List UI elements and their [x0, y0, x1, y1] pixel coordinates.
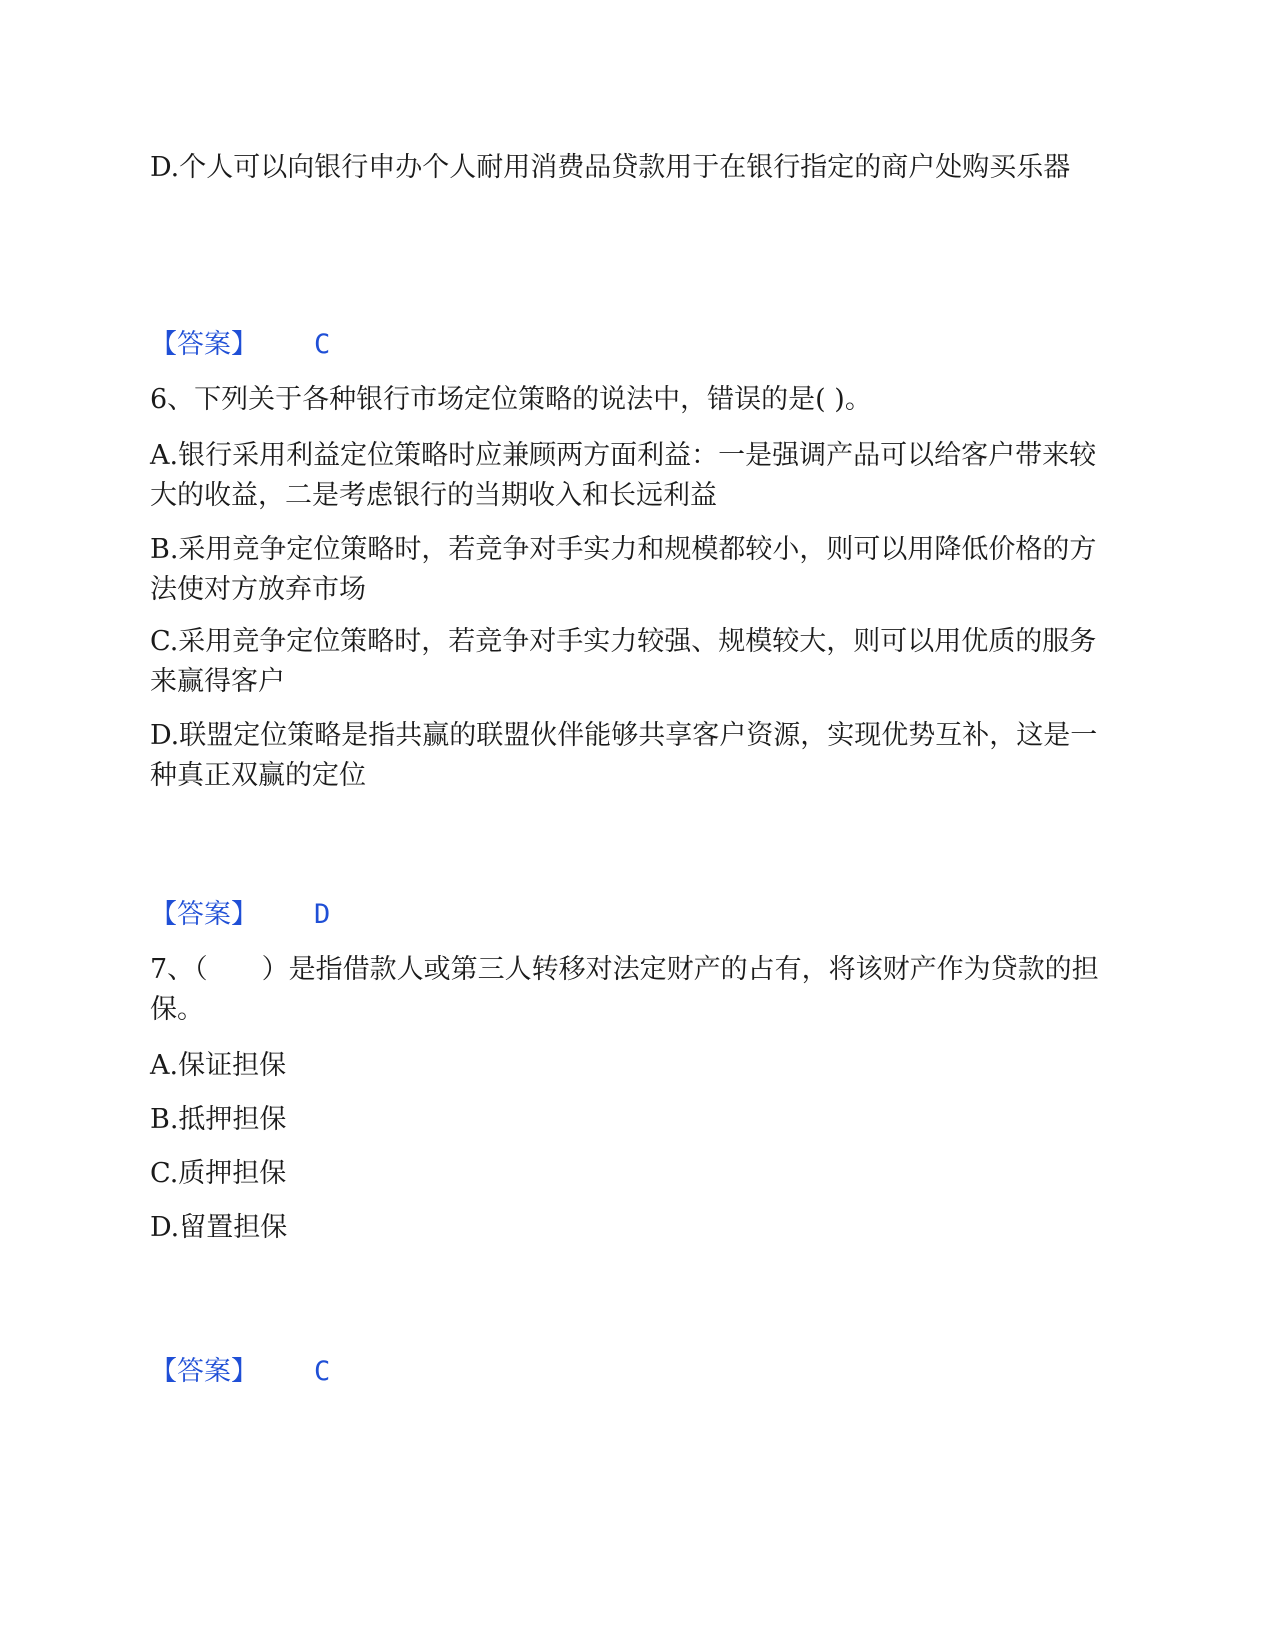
answer-tag: 【答案】 [150, 1356, 258, 1387]
q7-option-c: C.质押担保 [150, 1158, 287, 1189]
answer-value: C [314, 329, 331, 360]
q6-option-d: D.联盟定位策略是指共赢的联盟伙伴能够共享客户资源，实现优势互补，这是一种真正双赢的定位 [150, 720, 1098, 791]
q7-stem: 7、（ ）是指借款人或第三人转移对法定财产的占有，将该财产作为贷款的担保。 [150, 954, 1099, 1025]
q6-stem: 6、下列关于各种银行市场定位策略的说法中，错误的是( )。 [150, 384, 872, 415]
q7-option-a: A.保证担保 [150, 1050, 287, 1081]
q7-answer [150, 1352, 330, 1392]
q6-answer [150, 895, 330, 935]
answer-tag: 【答案】 [150, 899, 258, 930]
q7-option-d: D.留置担保 [150, 1212, 288, 1243]
q7-option-b: B.抵押担保 [150, 1104, 287, 1135]
q5-answer [150, 325, 330, 365]
q6-option-b: B.采用竞争定位策略时，若竞争对手实力和规模都较小，则可以用降低价格的方法使对方放弃市场 [150, 534, 1097, 605]
answer-tag: 【答案】 [150, 329, 258, 360]
q6-option-a: A.银行采用利益定位策略时应兼顾两方面利益：一是强调产品可以给客户带来较大的收益，二是考虑银行的当期收入和长远利益 [150, 440, 1097, 511]
answer-value: D [314, 899, 331, 930]
q6-option-c: C.采用竞争定位策略时，若竞争对手实力较强、规模较大，则可以用优质的服务来赢得客户 [150, 626, 1097, 697]
q5-option-d: D.个人可以向银行申办个人耐用消费品贷款用于在银行指定的商户处购买乐器 [150, 152, 1071, 183]
answer-value: C [314, 1356, 331, 1387]
